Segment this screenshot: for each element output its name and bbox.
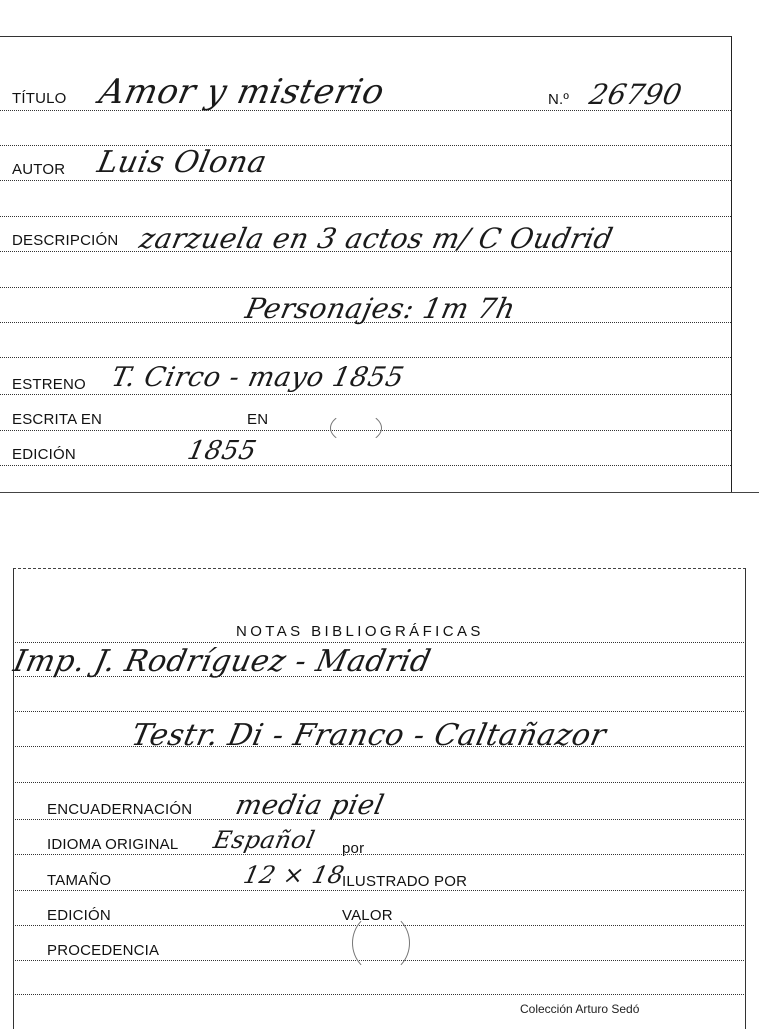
value-tamano: 12 × 18 xyxy=(241,861,347,889)
collection-footer: Colección Arturo Sedó xyxy=(520,1002,640,1016)
rule-line xyxy=(0,216,731,217)
faded-stamp xyxy=(330,412,382,444)
rule-line xyxy=(13,782,744,783)
label-edicion-2: EDICIÓN xyxy=(47,907,111,924)
note-line-2: Testr. Di - Franco - Caltañazor xyxy=(128,718,610,753)
value-autor: Luis Olona xyxy=(94,145,270,180)
card-bottom-edge xyxy=(0,492,759,493)
rule-line xyxy=(0,394,731,395)
label-encuadernacion: ENCUADERNACIÓN xyxy=(47,801,193,818)
value-edicion: 1855 xyxy=(184,436,260,466)
label-valor: VALOR xyxy=(342,907,393,924)
rule-line xyxy=(0,180,731,181)
label-edicion: EDICIÓN xyxy=(12,446,76,463)
label-titulo: TÍTULO xyxy=(12,90,67,107)
label-descripcion: DESCRIPCIÓN xyxy=(12,232,119,249)
rule-line xyxy=(13,711,744,712)
value-encuadernacion: media piel xyxy=(232,790,388,821)
label-idioma: IDIOMA ORIGINAL xyxy=(47,836,179,853)
label-numero: N.º xyxy=(548,91,570,108)
rule-line xyxy=(13,854,744,855)
label-escrita-en: ESCRITA EN xyxy=(12,411,103,428)
label-ilustrado: ILUSTRADO POR xyxy=(342,873,468,890)
value-idioma: Español xyxy=(211,826,318,854)
label-tamano: TAMAÑO xyxy=(47,872,112,889)
value-personajes: Personajes: 1m 7h xyxy=(242,292,519,325)
rule-line xyxy=(13,994,744,995)
faded-stamp xyxy=(352,912,410,974)
rule-line xyxy=(0,287,731,288)
value-titulo: Amor y misterio xyxy=(95,72,389,112)
label-en: EN xyxy=(247,411,269,428)
label-estreno: ESTRENO xyxy=(12,376,86,393)
note-line-1: Imp. J. Rodríguez - Madrid xyxy=(10,644,435,679)
value-numero: 26790 xyxy=(586,78,686,111)
label-procedencia: PROCEDENCIA xyxy=(47,942,160,959)
rule-line xyxy=(13,890,744,891)
rule-line xyxy=(13,642,744,643)
label-autor: AUTOR xyxy=(12,161,66,178)
rule-line xyxy=(0,465,731,466)
rule-line xyxy=(0,357,731,358)
label-por: por xyxy=(342,840,365,857)
notes-heading: NOTAS BIBLIOGRÁFICAS xyxy=(236,623,484,640)
value-descripcion: zarzuela en 3 actos m/ C Oudrid xyxy=(136,222,617,255)
value-estreno: T. Circo - mayo 1855 xyxy=(108,362,407,393)
